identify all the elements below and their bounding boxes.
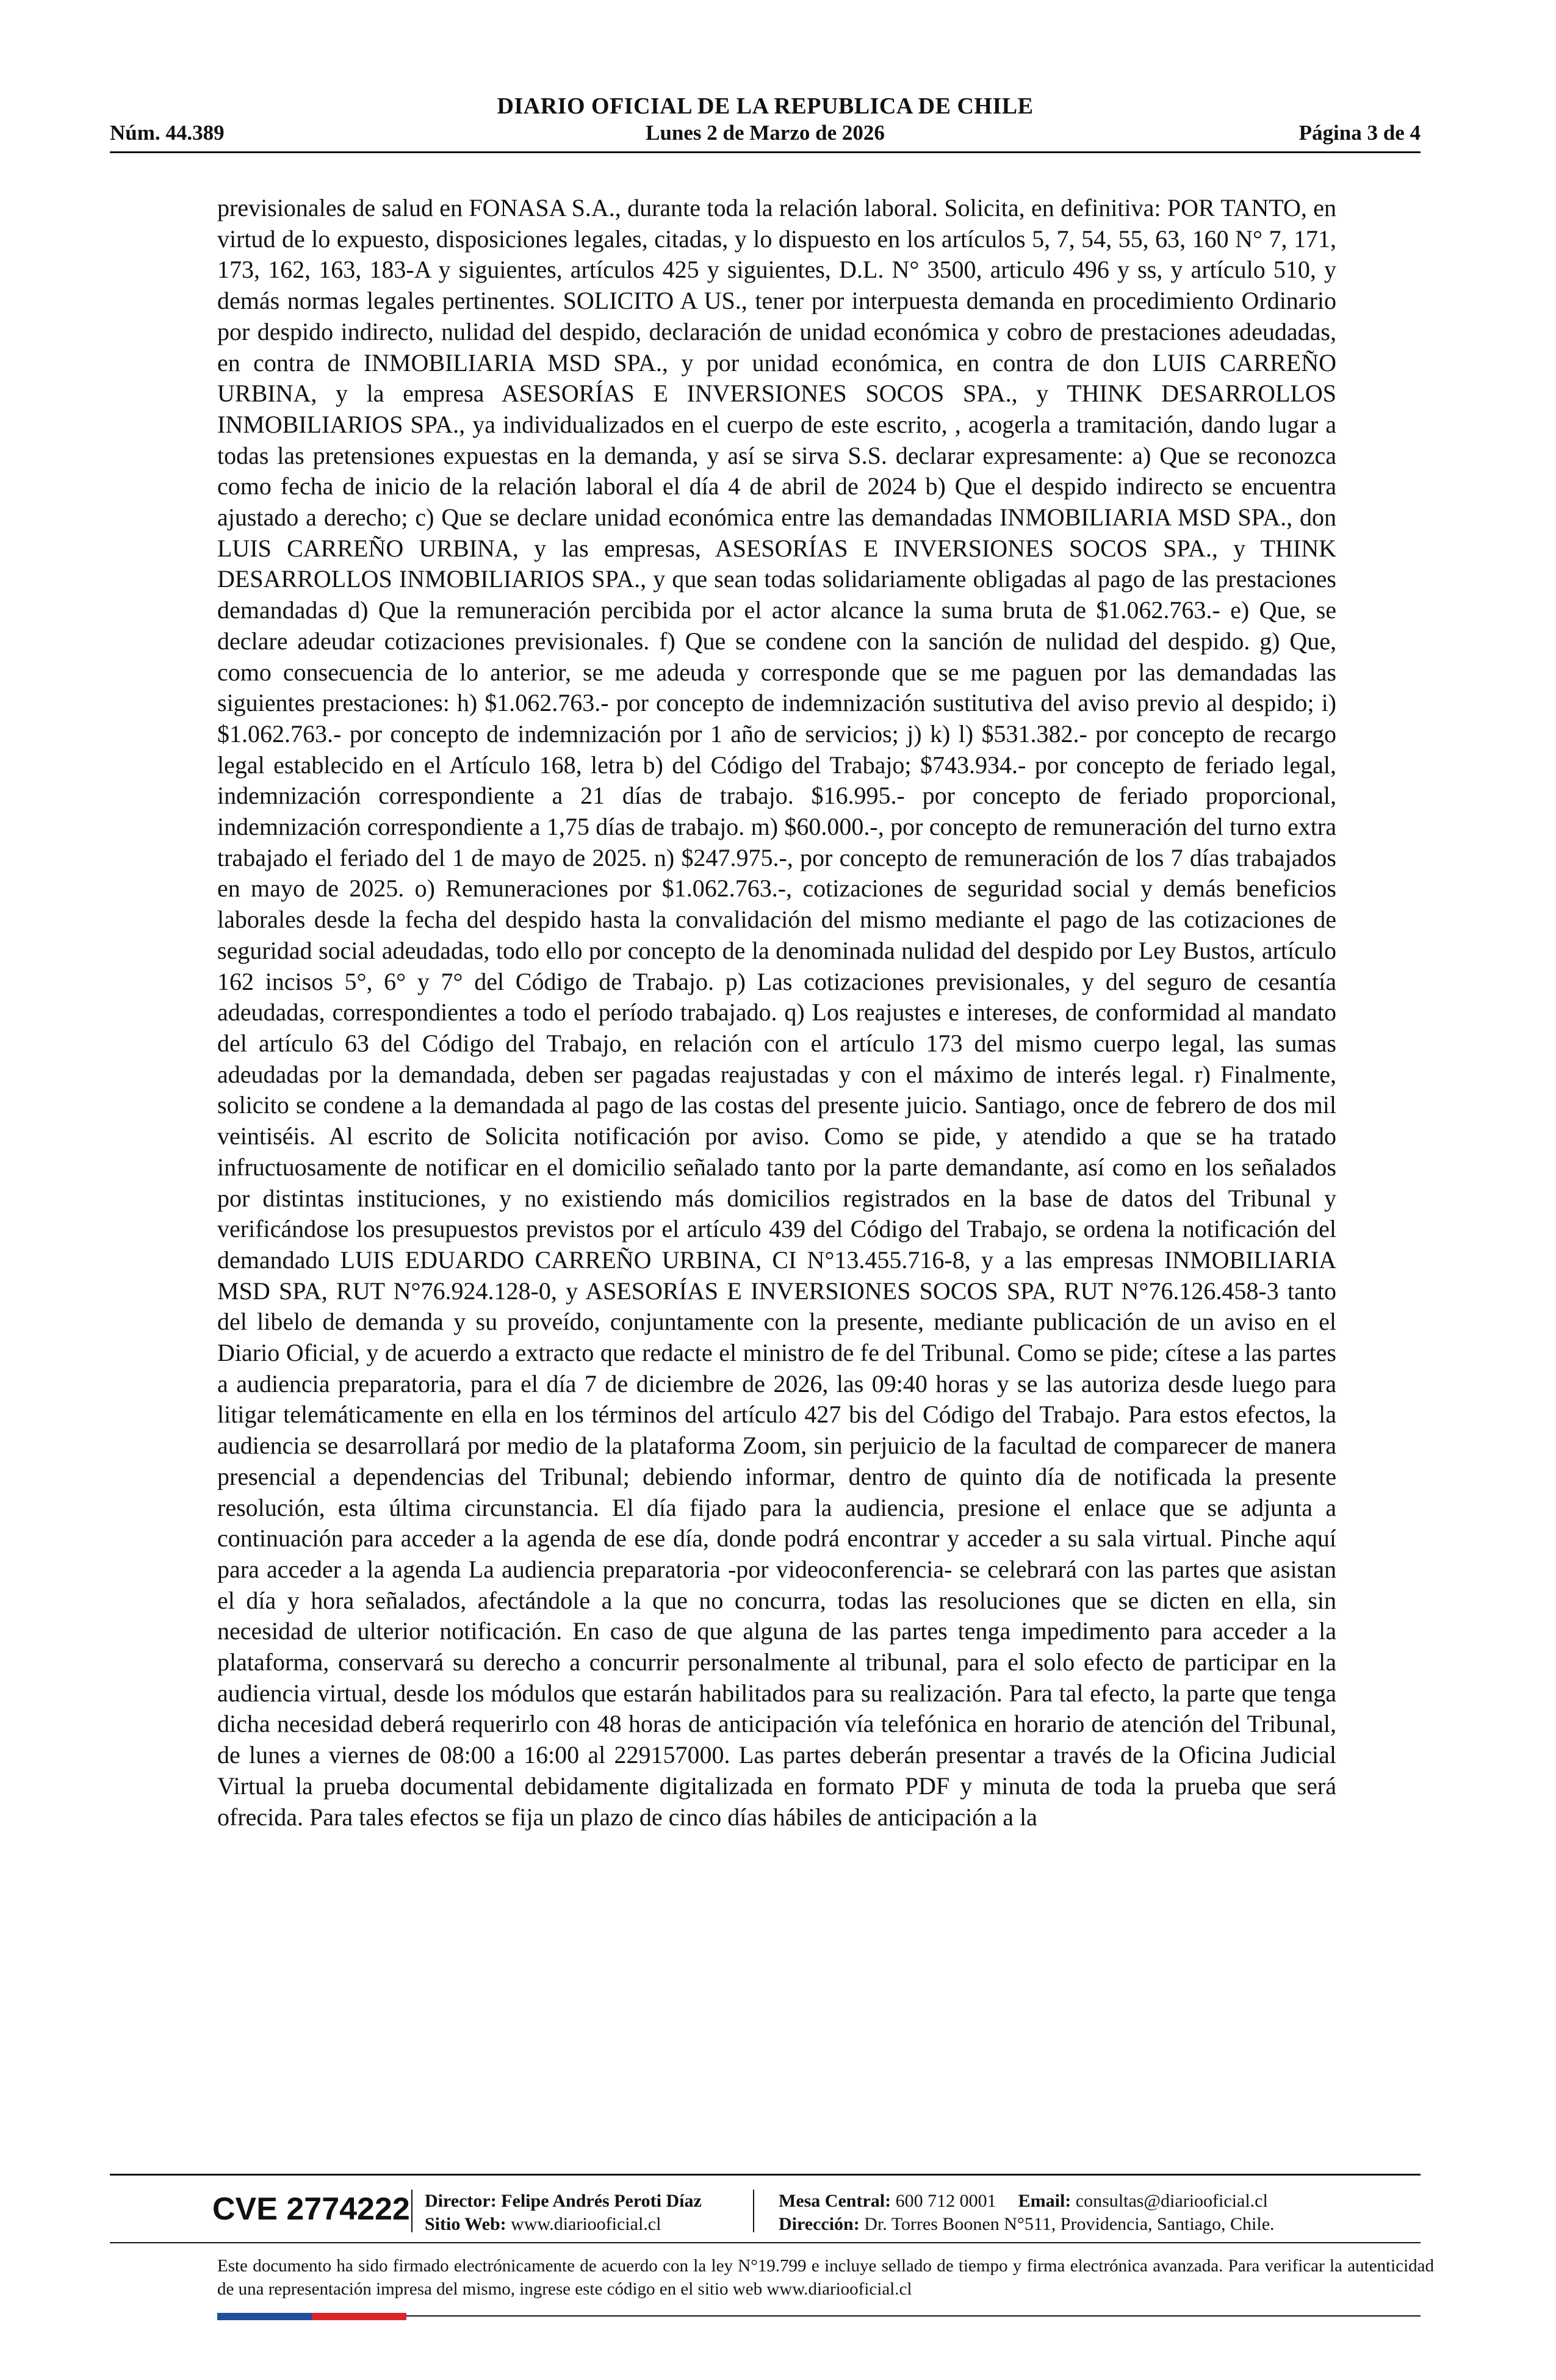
flag-blue-stripe — [217, 2313, 312, 2320]
page-header — [110, 93, 1421, 154]
footer-contact-block — [779, 2190, 1275, 2236]
flag-red-stripe — [312, 2313, 406, 2320]
mesa-phone: 600 712 0001 — [895, 2191, 996, 2211]
footer-divider-top — [110, 2174, 1421, 2176]
header-divider — [110, 151, 1421, 153]
issue-number: Núm. 44.389 — [110, 121, 225, 145]
mesa-label: Mesa Central: — [779, 2191, 891, 2211]
site-link[interactable]: www.diariooficial.cl — [511, 2214, 661, 2234]
footer-separator — [753, 2190, 754, 2232]
footer-director-block — [425, 2190, 702, 2236]
director-name: Felipe Andrés Peroti Díaz — [501, 2191, 702, 2211]
cve-code: CVE 2774222 — [212, 2191, 410, 2227]
signature-disclaimer: Este documento ha sido firmado electrónicamente de acuerdo con la ley N°19.799 e incluye sellado de tiempo y firma electrónica avanzada. Para verificar la autenticidad de una representación impresa del mismo, ingrese este código en el sitio web www.diariooficial.cl — [217, 2256, 1434, 2299]
page-number: Página 3 de 4 — [1298, 121, 1421, 145]
email-label: Email: — [1018, 2191, 1072, 2211]
body-paragraph: previsionales de salud en FONASA S.A., durante toda la relación laboral. Solicita, en definitiva: POR TANTO, en virtud de lo expuesto, disposiciones legales, citadas, y lo dispuesto en los artículos 5, 7, 54, 55, 63, 160 N° 7, 171, 173, 162, 163, 183-A y siguientes, artículos 425 y siguientes, D.L. N° 3500, articulo 496 y ss, y artículo 510, y demás normas legales pertinentes. SOLICITO A US., tener por interpuesta demanda en procedimiento Ordinario por despido indirecto, nulidad del despido, declaración de unidad económica y cobro de prestaciones adeudadas, en contra de INMOBILIARIA MSD SPA., y por unidad económica, en contra de don LUIS CARREÑO URBINA, y la empresa ASESORÍAS E INVERSIONES SOCOS SPA., y THINK DESARROLLOS INMOBILIARIOS SPA., ya individualizados en el cuerpo de este escrito, , acogerla a tramitación, dando lugar a todas las pretensiones expuestas en la demanda, y así se sirva S.S. declarar expresamente: a) Que se reconozca como fecha de inicio de la relación laboral el día 4 de abril de 2024 b) Que el despido indirecto se encuentra ajustado a derecho; c) Que se declare unidad económica entre las demandadas INMOBILIARIA MSD SPA., don LUIS CARREÑO URBINA, y las empresas, ASESORÍAS E INVERSIONES SOCOS SPA., y THINK DESARROLLOS INMOBILIARIOS SPA., y que sean todas solidariamente obligadas al pago de las prestaciones demandadas d) Que la remuneración percibida por el actor alcance la suma bruta de $1.062.763.- e) Que, se declare adeudar cotizaciones previsionales. f) Que se condene con la sanción de nulidad del despido. g) Que, como consecuencia de lo anterior, se me adeuda y corresponde que se me paguen por las demandadas las siguientes prestaciones: h) $1.062.763.- por concepto de indemnización sustitutiva del aviso previo al despido; i) $1.062.763.- por concepto de indemnización por 1 año de servicios; j) k) l) $531.382.- por concepto de recargo legal establecido en el Artículo 168, letra b) del Código del Trabajo; $743.934.- por concepto de feriado legal, indemnización correspondiente a 21 días de trabajo. $16.995.- por concepto de feriado proporcional, indemnización correspondiente a 1,75 días de trabajo. m) $60.000.-, por concepto de remuneración del turno extra trabajado el feriado del 1 de mayo de 2025. n) $247.975.-, por concepto de remuneración de los 7 días trabajados en mayo de 2025. o) Remuneraciones por $1.062.763.-, cotizaciones de seguridad social y demás beneficios laborales desde la fecha del despido hasta la convalidación del mismo mediante el pago de las cotizaciones de seguridad social adeudadas, todo ello por concepto de la denominada nulidad del despido por Ley Bustos, artículo 162 incisos 5°, 6° y 7° del Código de Trabajo. p) Las cotizaciones previsionales, y del seguro de cesantía adeudadas, correspondientes a todo el período trabajado. q) Los reajustes e intereses, de conformidad al mandato del artículo 63 del Código del Trabajo, en relación con el artículo 173 del mismo cuerpo legal, las sumas adeudadas por la demandada, deben ser pagadas reajustadas y con el máximo de interés legal. r) Finalmente, solicito se condene a la demandada al pago de las costas del presente juicio. Santiago, once de febrero de dos mil veintiséis. Al escrito de Solicita notificación por aviso. Como se pide, y atendido a que se ha tratado infructuosamente de notificar en el domicilio señalado tanto por la parte demandante, así como en los señalados por distintas instituciones, y no existiendo más domicilios registrados en la base de datos del Tribunal y verificándose los presupuestos previstos por el artículo 439 del Código del Trabajo, se ordena la notificación del demandado LUIS EDUARDO CARREÑO URBINA, CI N°13.455.716-8, y a las empresas INMOBILIARIA MSD SPA, RUT N°76.924.128-0, y ASESORÍAS E INVERSIONES SOCOS SPA, RUT N°76.126.458-3 tanto del libelo de demanda y su proveído, conjuntamente con la presente, mediante publicación de un aviso en el Diario Oficial, y de acuerdo a extracto que redacte el ministro de fe del Tribunal. Como se pide; cítese a las partes a audiencia preparatoria, para el día 7 de diciembre de 2026, las 09:40 horas y se las autoriza desde luego para litigar telemáticamente en ella en los términos del artículo 427 bis del Código del Trabajo. Para estos efectos, la audiencia se desarrollará por medio de la plataforma Zoom, sin perjuicio de la facultad de comparecer de manera presencial a dependencias del Tribunal; debiendo informar, dentro de quinto día de notificada la presente resolución, esta última circunstancia. El día fijado para la audiencia, presione el enlace que se adjunta a continuación para acceder a la agenda de ese día, donde podrá encontrar y acceder a su sala virtual. Pinche aquí para acceder a la agenda La audiencia preparatoria -por videoconferencia- se celebrará con las partes que asistan el día y hora señalados, afectándole a la que no concurra, todas las resoluciones que se dicten en ella, sin necesidad de ulterior notificación. En caso de que alguna de las partes tenga impedimento para acceder a la plataforma, conservará su derecho a concurrir personalmente al tribunal, para el solo efecto de participar en la audiencia virtual, desde los módulos que estarán habilitados para su realización. Para tal efecto, la parte que tenga dicha necesidad deberá requerirlo con 48 horas de anticipación vía telefónica en horario de atención del Tribunal, de lunes a viernes de 08:00 a 16:00 al 229157000. Las partes deberán presentar a través de la Oficina Judicial Virtual la prueba documental debidamente digitalizada en formato PDF y minuta de toda la prueba que será ofrecida. Para tales efectos se fija un plazo de cinco días hábiles de anticipación a la — [217, 194, 1336, 1831]
flag-stripe — [217, 2313, 406, 2320]
footer-separator — [411, 2190, 412, 2232]
email-link[interactable]: consultas@diariooficial.cl — [1075, 2191, 1268, 2211]
director-label: Director: — [425, 2191, 497, 2211]
issue-date: Lunes 2 de Marzo de 2026 — [646, 121, 885, 145]
address-value: Dr. Torres Boonen N°511, Providencia, Santiago, Chile. — [864, 2214, 1275, 2234]
address-label: Dirección: — [779, 2214, 860, 2234]
footer-divider-mid — [110, 2242, 1421, 2243]
site-label: Sitio Web: — [425, 2214, 506, 2234]
masthead-title: DIARIO OFICIAL DE LA REPUBLICA DE CHILE — [497, 93, 1034, 119]
footer-divider-bottom — [406, 2315, 1421, 2317]
